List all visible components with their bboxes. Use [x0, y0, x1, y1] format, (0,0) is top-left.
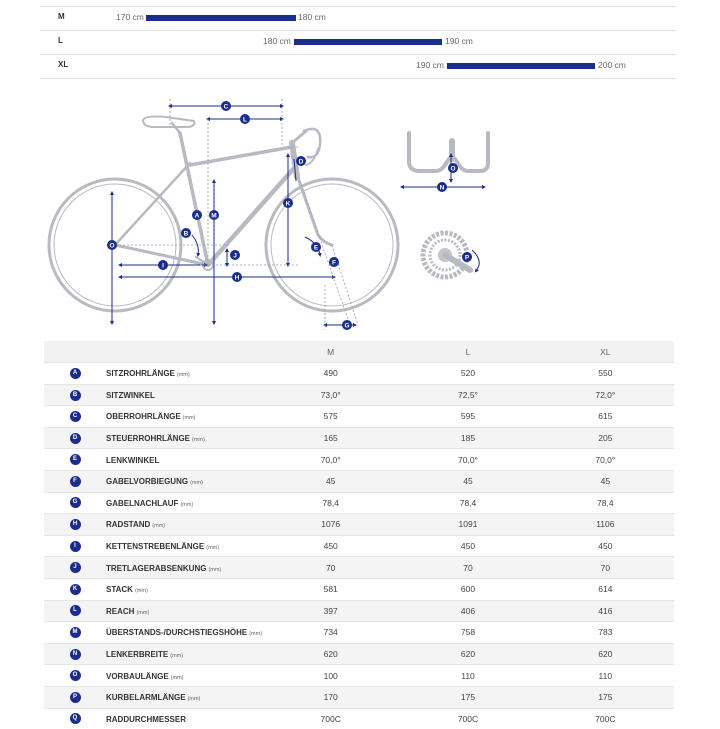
value-cell: 520: [399, 363, 536, 385]
size-label: L: [58, 36, 63, 45]
size-max-height: 200 cm: [598, 60, 626, 70]
measurement-name: ÜBERSTANDS-/DURCHSTIEGSHÖHE: [106, 628, 247, 637]
letter-cell: [44, 406, 106, 428]
measurement-unit: (mm): [183, 415, 196, 421]
value-cell: 165: [262, 427, 399, 449]
table-row: [44, 535, 674, 557]
svg-text:F: F: [332, 259, 336, 266]
value-cell: 600: [399, 578, 536, 600]
value-cell: 550: [537, 363, 674, 385]
value-cell: 70: [537, 557, 674, 579]
value-cell: 450: [537, 535, 674, 557]
measurement-unit: (mm): [170, 653, 183, 659]
label-a: [192, 210, 202, 220]
value-cell: 110: [537, 665, 674, 687]
label-l: [240, 114, 250, 124]
size-label: M: [58, 12, 65, 21]
svg-text:G: G: [344, 322, 349, 329]
letter-badge: C: [70, 411, 81, 422]
letter-cell: [44, 643, 106, 665]
table-row: [44, 557, 674, 579]
measurement-unit: (mm): [249, 631, 262, 637]
size-range-bar: [294, 39, 442, 45]
letter-badge: D: [70, 433, 81, 444]
measurement-unit: (mm): [208, 567, 221, 573]
svg-text:O: O: [450, 165, 455, 172]
measurement-name: LENKERBREITE: [106, 650, 168, 659]
svg-text:C: C: [224, 103, 229, 110]
letter-badge: N: [70, 649, 81, 660]
svg-text:O: O: [109, 242, 114, 249]
measurement-unit: (mm): [171, 675, 184, 681]
letter-cell: [44, 686, 106, 708]
svg-text:N: N: [440, 184, 445, 191]
label-j: [230, 250, 240, 260]
measurement-cell: [106, 557, 262, 579]
value-cell: 1091: [399, 514, 536, 536]
svg-text:P: P: [465, 254, 470, 261]
measurement-cell: [106, 384, 262, 406]
value-cell: 78,4: [399, 492, 536, 514]
value-cell: 758: [399, 622, 536, 644]
table-row: [44, 643, 674, 665]
value-cell: 170: [262, 686, 399, 708]
table-row: [44, 708, 674, 729]
letter-badge: I: [70, 541, 81, 552]
size-range-bar: [146, 15, 296, 21]
table-row: [44, 514, 674, 536]
header-measurement: [106, 341, 262, 363]
table-row: [44, 686, 674, 708]
value-cell: 1106: [537, 514, 674, 536]
measurement-name: GABELNACHLAUF: [106, 499, 178, 508]
header-size: L: [399, 341, 536, 363]
svg-text:A: A: [195, 212, 200, 219]
label-m: [209, 210, 219, 220]
size-min-height: 170 cm: [116, 12, 144, 22]
measurement-cell: [106, 600, 262, 622]
value-cell: 416: [537, 600, 674, 622]
measurement-unit: (mm): [188, 696, 201, 702]
measurement-cell: [106, 686, 262, 708]
value-cell: 70,0°: [537, 449, 674, 471]
table-row: [44, 622, 674, 644]
svg-text:I: I: [162, 262, 164, 269]
value-cell: 175: [537, 686, 674, 708]
header-letter: [44, 341, 106, 363]
measurement-cell: [106, 427, 262, 449]
measurement-cell: [106, 578, 262, 600]
letter-badge: Q: [70, 713, 81, 724]
table-row: [44, 449, 674, 471]
value-cell: 100: [262, 665, 399, 687]
table-row: [44, 492, 674, 514]
letter-cell: [44, 535, 106, 557]
measurement-unit: (mm): [136, 610, 149, 616]
value-cell: 45: [399, 470, 536, 492]
value-cell: 450: [399, 535, 536, 557]
letter-badge: L: [70, 605, 81, 616]
header-size: M: [262, 341, 399, 363]
table-row: [44, 384, 674, 406]
measurement-cell: [106, 535, 262, 557]
measurement-cell: [106, 406, 262, 428]
table-row: [44, 665, 674, 687]
letter-badge: P: [70, 692, 81, 703]
letter-badge: E: [70, 454, 81, 465]
value-cell: 700C: [399, 708, 536, 729]
letter-cell: [44, 600, 106, 622]
letter-cell: [44, 427, 106, 449]
value-cell: 620: [537, 643, 674, 665]
letter-cell: [44, 363, 106, 385]
value-cell: 450: [262, 535, 399, 557]
letter-cell: [44, 665, 106, 687]
table-row: [44, 427, 674, 449]
value-cell: 575: [262, 406, 399, 428]
measurement-name: REACH: [106, 607, 134, 616]
letter-cell: [44, 449, 106, 471]
measurement-name: TRETLAGERABSENKUNG: [106, 564, 206, 573]
label-f: [329, 257, 339, 267]
value-cell: 70: [262, 557, 399, 579]
measurement-cell: [106, 470, 262, 492]
svg-text:D: D: [299, 158, 304, 165]
measurement-name: SITZWINKEL: [106, 391, 155, 400]
measurement-name: STEUERROHRLÄNGE: [106, 434, 190, 443]
label-h: [232, 272, 242, 282]
letter-badge: A: [70, 368, 81, 379]
size-min-height: 190 cm: [416, 60, 444, 70]
measurement-unit: (mm): [180, 502, 193, 508]
measurement-name: OBERROHRLÄNGE: [106, 412, 181, 421]
value-cell: 620: [399, 643, 536, 665]
measurement-name: KURBELARMLÄNGE: [106, 693, 186, 702]
value-cell: 45: [262, 470, 399, 492]
label-b: [181, 228, 191, 238]
letter-badge: H: [70, 519, 81, 530]
svg-text:J: J: [233, 252, 237, 259]
value-cell: 1076: [262, 514, 399, 536]
value-cell: 70,0°: [399, 449, 536, 471]
svg-text:B: B: [184, 230, 189, 237]
measurement-cell: [106, 492, 262, 514]
size-min-height: 180 cm: [263, 36, 291, 46]
measurement-cell: [106, 363, 262, 385]
value-cell: 73,0°: [262, 384, 399, 406]
value-cell: 72,5°: [399, 384, 536, 406]
value-cell: 397: [262, 600, 399, 622]
value-cell: 614: [537, 578, 674, 600]
value-cell: 783: [537, 622, 674, 644]
letter-badge: G: [70, 497, 81, 508]
table-row: [44, 470, 674, 492]
measurement-name: VORBAULÄNGE: [106, 672, 169, 681]
letter-badge: M: [70, 627, 81, 638]
measurement-cell: [106, 449, 262, 471]
label-d: [296, 156, 306, 166]
table-row: [44, 406, 674, 428]
size-max-height: 180 cm: [298, 12, 326, 22]
measurement-cell: [106, 514, 262, 536]
measurement-unit: (mm): [206, 545, 219, 551]
table-header-row: [44, 341, 674, 363]
letter-badge: F: [70, 476, 81, 487]
table-row: [44, 578, 674, 600]
letter-badge: J: [70, 562, 81, 573]
letter-cell: [44, 557, 106, 579]
value-cell: 205: [537, 427, 674, 449]
measurement-unit: (mm): [135, 588, 148, 594]
value-cell: 406: [399, 600, 536, 622]
table-row: [44, 363, 674, 385]
size-range-row: [40, 31, 676, 55]
measurement-name: LENKWINKEL: [106, 456, 159, 465]
size-range-row: [40, 55, 676, 79]
svg-text:H: H: [235, 274, 240, 281]
size-max-height: 190 cm: [445, 36, 473, 46]
measurement-name: GABELVORBIEGUNG: [106, 477, 188, 486]
label-i: [158, 260, 168, 270]
letter-badge: K: [70, 584, 81, 595]
value-cell: 581: [262, 578, 399, 600]
label-n: [437, 182, 447, 192]
svg-text:M: M: [211, 212, 216, 219]
measurement-unit: (mm): [152, 523, 165, 529]
label-e: [311, 242, 321, 252]
measurement-name: RADDURCHMESSER: [106, 715, 186, 724]
value-cell: 185: [399, 427, 536, 449]
size-range-row: [40, 6, 676, 31]
letter-cell: [44, 622, 106, 644]
value-cell: 72,0°: [537, 384, 674, 406]
value-cell: 110: [399, 665, 536, 687]
label-k: [283, 198, 293, 208]
value-cell: 620: [262, 643, 399, 665]
svg-text:E: E: [314, 244, 319, 251]
handlebar-top-view: [409, 133, 488, 171]
letter-cell: [44, 384, 106, 406]
value-cell: 700C: [262, 708, 399, 729]
value-cell: 734: [262, 622, 399, 644]
bike-geometry-diagram: [0, 85, 720, 340]
size-label: XL: [58, 60, 68, 69]
measurement-unit: (mm): [190, 480, 203, 486]
letter-cell: [44, 470, 106, 492]
svg-text:K: K: [286, 200, 291, 207]
letter-cell: [44, 578, 106, 600]
reference-lines: [115, 99, 358, 330]
measurement-name: SITZROHRLÄNGE: [106, 369, 175, 378]
label-c: [221, 101, 231, 111]
value-cell: 595: [399, 406, 536, 428]
table-row: [44, 600, 674, 622]
label-o: [107, 240, 117, 250]
label-o-top: [448, 163, 458, 173]
value-cell: 490: [262, 363, 399, 385]
measurement-cell: [106, 622, 262, 644]
size-range-chart: [40, 6, 676, 79]
svg-text:L: L: [243, 116, 247, 123]
value-cell: 615: [537, 406, 674, 428]
measurement-name: KETTENSTREBENLÄNGE: [106, 542, 204, 551]
value-cell: 78,4: [262, 492, 399, 514]
value-cell: 70: [399, 557, 536, 579]
measurement-cell: [106, 643, 262, 665]
label-p: [462, 252, 472, 262]
measurement-cell: [106, 665, 262, 687]
value-cell: 175: [399, 686, 536, 708]
measurement-name: STACK: [106, 585, 133, 594]
letter-cell: [44, 708, 106, 729]
value-cell: 70,0°: [262, 449, 399, 471]
measurement-unit: (mm): [177, 372, 190, 378]
value-cell: 78,4: [537, 492, 674, 514]
value-cell: 700C: [537, 708, 674, 729]
measurement-cell: [106, 708, 262, 729]
value-cell: 45: [537, 470, 674, 492]
size-range-bar: [447, 63, 595, 69]
measurement-name: RADSTAND: [106, 520, 150, 529]
geometry-table: [44, 341, 674, 729]
header-size: XL: [537, 341, 674, 363]
letter-cell: [44, 514, 106, 536]
letter-badge: B: [70, 390, 81, 401]
letter-cell: [44, 492, 106, 514]
table-body: [44, 363, 674, 729]
label-g: [342, 320, 352, 330]
letter-badge: O: [70, 670, 81, 681]
measurement-unit: (mm): [192, 437, 205, 443]
